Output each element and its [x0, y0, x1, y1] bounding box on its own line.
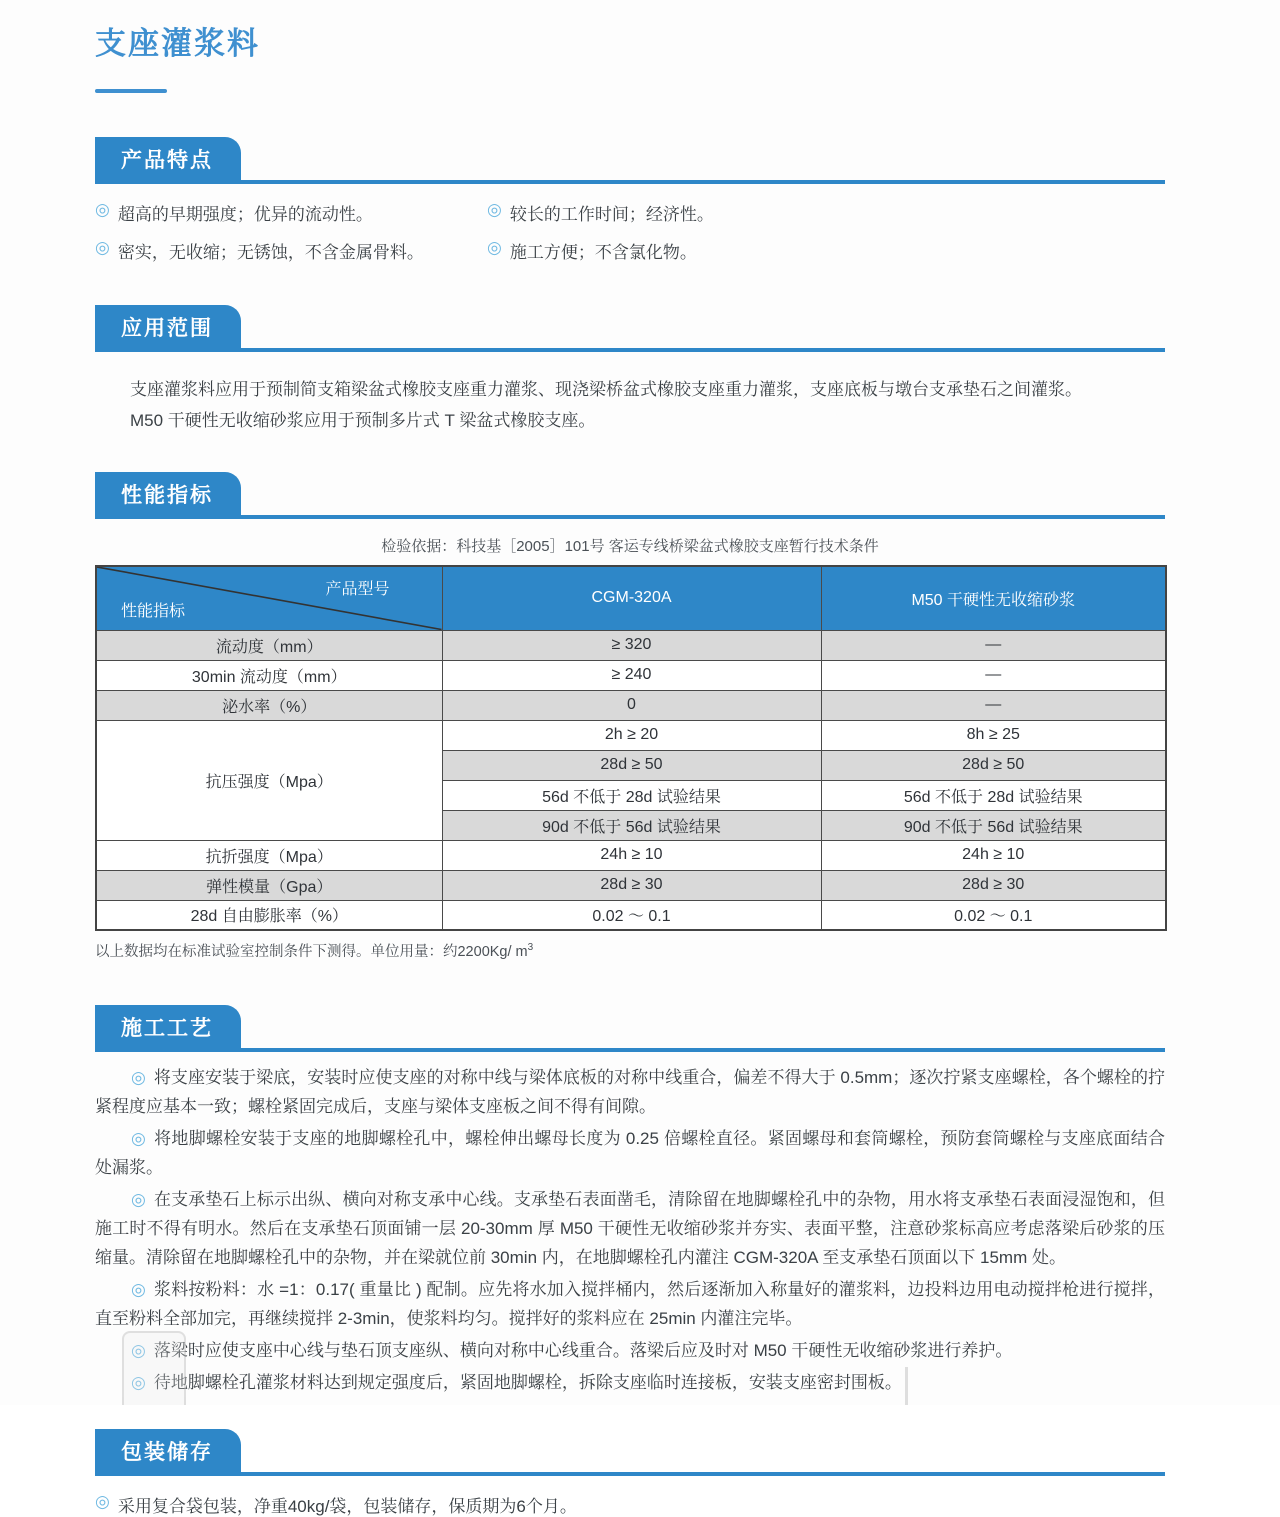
bullseye-bullet-icon: ◎	[131, 1129, 147, 1148]
cell-value: 8h ≥ 25	[821, 720, 1166, 750]
title-underline	[95, 89, 167, 93]
packaging-item	[95, 1492, 1165, 1517]
process-paragraph	[95, 1063, 1165, 1121]
footnote-superscript: 3	[527, 942, 534, 954]
bullseye-bullet-icon: ◎	[131, 1280, 147, 1299]
bullseye-bullet-icon: ◎	[131, 1190, 146, 1209]
table-row	[96, 660, 1166, 690]
corner-label-product-model: 产品型号	[325, 581, 390, 598]
section-tab-packaging: 包装储存	[95, 1429, 241, 1472]
faint-divider-watermark	[905, 1367, 908, 1405]
footnote-text: 以上数据均在标准试验室控制条件下测得。单位用量：约2200Kg/ m	[95, 944, 528, 960]
cell-value: —	[821, 630, 1166, 660]
cell-value: 90d 不低于 56d 试验结果	[821, 810, 1166, 840]
process-paragraph	[95, 1368, 1165, 1397]
section-application-header	[95, 305, 1165, 352]
section-tab-performance: 性能指标	[95, 472, 241, 515]
cell-value: 2h ≥ 20	[442, 720, 821, 750]
test-basis-text: 检验依据：科技基［2005］101号 客运专线桥梁盆式橡胶支座暂行技术条件	[381, 538, 879, 555]
application-paragraph: M50 干硬性无收缩砂浆应用于预制多片式 T 梁盆式橡胶支座。	[130, 411, 596, 430]
section-rule	[95, 1048, 1165, 1052]
row-label: 28d 自由膨胀率（%）	[96, 900, 442, 930]
process-paragraph	[95, 1124, 1165, 1182]
bullseye-bullet-icon: ◎	[487, 200, 502, 219]
cell-value: 28d ≥ 30	[442, 870, 821, 900]
page-title: 支座灌浆料	[95, 26, 260, 61]
performance-table	[95, 565, 1167, 931]
table-row	[96, 840, 1166, 870]
bullseye-bullet-icon: ◎	[95, 238, 110, 257]
application-text	[95, 374, 1165, 436]
bullseye-bullet-icon: ◎	[95, 1492, 110, 1511]
cell-value: 24h ≥ 10	[442, 840, 821, 870]
column-header-cgm320a: CGM-320A	[442, 566, 821, 630]
section-packaging-header	[95, 1429, 1165, 1476]
feature-text: 施工方便；不含氯化物。	[509, 243, 697, 262]
process-text: 将支座安装于梁底，安装时应使支座的对称中线与梁体底板的对称中线重合，偏差不得大于 0.5mm；逐次拧紧支座螺栓，各个螺栓的拧紧程度应基本一致；螺栓紧固完成后，支座与梁体支座板之间不得有间隙。	[95, 1068, 1165, 1116]
process-text: 将地脚螺栓安装于支座的地脚螺栓孔中，螺栓伸出螺母长度为 0.25 倍螺栓直径。紧固螺母和套筒螺栓，预防套筒螺栓与支座底面结合处漏浆。	[95, 1129, 1165, 1177]
row-label: 抗折强度（Mpa）	[96, 840, 442, 870]
cell-value: ≥ 240	[442, 660, 821, 690]
cell-value: —	[821, 660, 1166, 690]
section-features-header	[95, 137, 1165, 184]
column-header-m50: M50 干硬性无收缩砂浆	[821, 566, 1166, 630]
table-row	[96, 690, 1166, 720]
list-item	[95, 238, 487, 263]
faint-bag-watermark	[122, 1331, 186, 1405]
cell-value: —	[821, 690, 1166, 720]
cell-value: 28d ≥ 50	[821, 750, 1166, 780]
table-row	[96, 630, 1166, 660]
process-paragraph	[95, 1336, 1165, 1365]
bullseye-bullet-icon: ◎	[487, 238, 502, 257]
list-item	[487, 200, 1165, 225]
list-item	[95, 200, 487, 225]
cell-value: 56d 不低于 28d 试验结果	[821, 780, 1166, 810]
section-process-header	[95, 1005, 1165, 1052]
cell-value: 0.02 ～ 0.1	[442, 900, 821, 930]
process-paragraph	[95, 1185, 1165, 1272]
row-label: 泌水率（%）	[96, 690, 442, 720]
section-tab-application: 应用范围	[95, 305, 241, 348]
list-item	[487, 238, 1165, 263]
process-paragraph	[95, 1275, 1165, 1333]
diagonal-corner-cell	[96, 566, 442, 630]
table-row	[96, 900, 1166, 930]
process-paragraphs	[95, 1063, 1165, 1397]
table-row	[96, 870, 1166, 900]
section-rule	[95, 180, 1165, 184]
process-text: 落梁时应使支座中心线与垫石顶支座纵、横向对称中心线重合。落梁后应及时对 M50 干硬性无收缩砂浆进行养护。	[153, 1341, 1013, 1360]
application-paragraph: 支座灌浆料应用于预制简支箱梁盆式橡胶支座重力灌浆、现浇梁桥盆式橡胶支座重力灌浆，支座底板与墩台支承垫石之间灌浆。	[130, 380, 1082, 399]
cell-value: 56d 不低于 28d 试验结果	[442, 780, 821, 810]
row-label-compressive-strength: 抗压强度（Mpa）	[96, 720, 442, 840]
section-tab-process: 施工工艺	[95, 1005, 241, 1048]
cell-value: 28d ≥ 30	[821, 870, 1166, 900]
feature-text: 密实，无收缩；无锈蚀，不含金属骨料。	[117, 243, 424, 262]
row-label: 30min 流动度（mm）	[96, 660, 442, 690]
cell-value: 24h ≥ 10	[821, 840, 1166, 870]
cell-value: 28d ≥ 50	[442, 750, 821, 780]
bullseye-bullet-icon: ◎	[131, 1341, 146, 1360]
table-row	[96, 720, 1166, 750]
section-rule	[95, 1472, 1165, 1476]
features-list	[95, 200, 1165, 263]
process-text: 待地脚螺栓孔灌浆材料达到规定强度后，紧固地脚螺栓，拆除支座临时连接板，安装支座密封围板。	[153, 1373, 902, 1392]
process-text: 浆料按粉料：水 =1：0.17( 重量比 ) 配制。应先将水加入搅拌桶内，然后逐渐加入称量好的灌浆料，边投料边用电动搅拌枪进行搅拌，直至粉料全部加完，再继续搅拌 2-3min，使浆料均匀。搅拌好的浆料应在 25min 内灌注完毕。	[95, 1280, 1165, 1328]
cell-value: 0	[442, 690, 821, 720]
section-rule	[95, 348, 1165, 352]
feature-text: 超高的早期强度；优异的流动性。	[117, 205, 373, 224]
section-tab-features: 产品特点	[95, 137, 241, 180]
cell-value: 0.02 ～ 0.1	[821, 900, 1166, 930]
table-footnote	[95, 940, 1165, 961]
cell-value: ≥ 320	[442, 630, 821, 660]
bullseye-bullet-icon: ◎	[95, 200, 110, 219]
cell-value: 90d 不低于 56d 试验结果	[442, 810, 821, 840]
section-rule	[95, 515, 1165, 519]
section-performance-header	[95, 472, 1165, 519]
bullseye-bullet-icon: ◎	[131, 1068, 146, 1087]
corner-label-performance-index: 性能指标	[121, 602, 186, 620]
table-header-row	[96, 566, 1166, 630]
row-label: 弹性模量（Gpa）	[96, 870, 442, 900]
process-text: 在支承垫石上标示出纵、横向对称支承中心线。支承垫石表面凿毛，清除留在地脚螺栓孔中的杂物，用水将支承垫石表面浸湿饱和，但施工时不得有明水。然后在支承垫石顶面铺一层 20-30mm 厚 M50 干硬性无收缩砂浆并夯实、表面平整，注意砂浆标高应考虑落梁后砂浆的压缩量。清除留在地脚螺栓孔中的杂物，并在梁就位前 30min 内，在地脚螺栓孔内灌注 CGM-320A 至支承垫石顶面以下 15mm 处。	[95, 1190, 1165, 1267]
bullseye-bullet-icon: ◎	[131, 1373, 146, 1392]
row-label: 流动度（mm）	[96, 630, 442, 660]
packaging-text: 采用复合袋包装，净重40kg/袋，包装储存，保质期为6个月。	[117, 1497, 577, 1516]
feature-text: 较长的工作时间；经济性。	[509, 205, 714, 224]
